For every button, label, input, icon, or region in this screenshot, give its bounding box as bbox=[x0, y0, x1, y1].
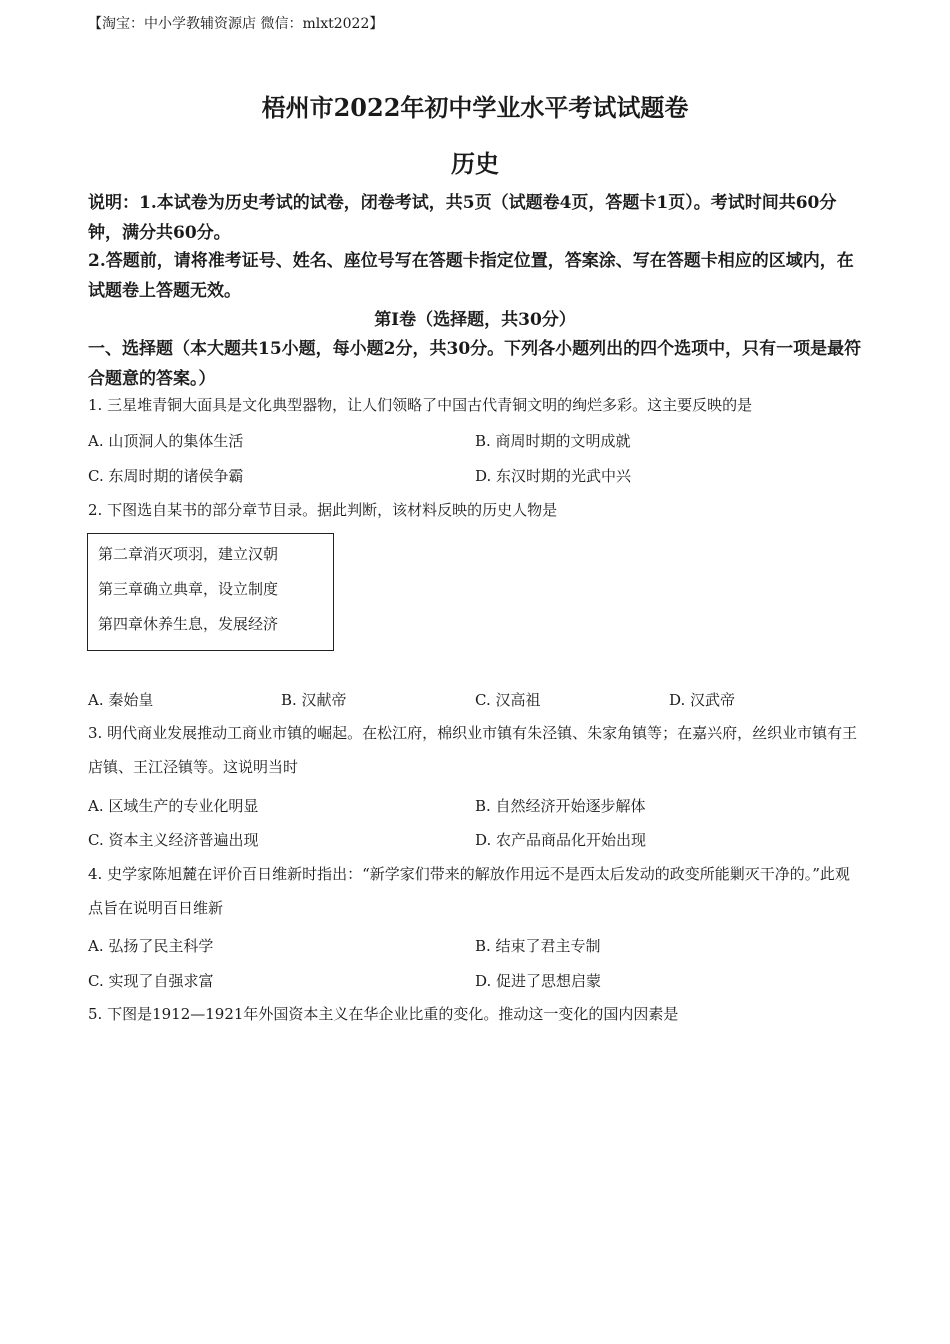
table-of-contents-box bbox=[87, 533, 334, 651]
q1-option-c: C. 东周时期的诸侯争霸 bbox=[88, 467, 244, 485]
instruction-1: 说明：1.本试卷为历史考试的试卷，闭卷考试，共5页（试题卷4页，答题卡1页）。考试时间共60分钟，满分共60分。 bbox=[88, 193, 837, 243]
q3-option-d: D. 农产品商品化开始出现 bbox=[475, 831, 647, 849]
q4-option-a: A. 弘扬了民主科学 bbox=[88, 937, 214, 955]
q3-option-b: B. 自然经济开始逐步解体 bbox=[475, 797, 646, 815]
header-note: 【淘宝：中小学教辅资源店 微信：mlxt2022】 bbox=[88, 16, 384, 32]
q4-option-c: C. 实现了自强求富 bbox=[88, 972, 214, 990]
q3-option-c: C. 资本主义经济普遍出现 bbox=[88, 831, 259, 849]
question-3-stem: 3. 明代商业发展推动工商业市镇的崛起。在松江府，棉织业市镇有朱泾镇、朱家角镇等；在嘉兴府，丝织业市镇有王店镇、王江泾镇等。这说明当时 bbox=[88, 724, 858, 776]
subject-title: 历史 bbox=[451, 149, 499, 178]
question-1-stem: 1. 三星堆青铜大面具是文化典型器物，让人们领略了中国古代青铜文明的绚烂多彩。这主要反映的是 bbox=[88, 396, 753, 414]
q4-option-b: B. 结束了君主专制 bbox=[475, 937, 601, 955]
q2-option-b: B. 汉献帝 bbox=[281, 691, 347, 709]
instruction-2: 2.答题前，请将准考证号、姓名、座位号写在答题卡指定位置，答案涂、写在答题卡相应的区域内，在试题卷上答题无效。 bbox=[88, 251, 854, 301]
question-5-stem: 5. 下图是1912—1921年外国资本主义在华企业比重的变化。推动这一变化的国内因素是 bbox=[88, 1005, 679, 1023]
question-2-stem: 2. 下图选自某书的部分章节目录。据此判断，该材料反映的历史人物是 bbox=[88, 501, 558, 519]
question-4-stem: 4. 史学家陈旭麓在评价百日维新时指出：“新学家们带来的解放作用远不是西太后发动的政变所能剿灭干净的。”此观点旨在说明百日维新 bbox=[88, 865, 850, 917]
q1-option-d: D. 东汉时期的光武中兴 bbox=[475, 467, 632, 485]
q1-option-b: B. 商周时期的文明成就 bbox=[475, 432, 631, 450]
exam-title: 梧州市2022年初中学业水平考试试题卷 bbox=[261, 93, 689, 122]
q2-option-d: D. 汉武帝 bbox=[669, 691, 736, 709]
q4-option-d: D. 促进了思想启蒙 bbox=[475, 972, 602, 990]
q2-option-c: C. 汉高祖 bbox=[475, 691, 541, 709]
toc-line: 第四章休养生息，发展经济 bbox=[98, 615, 279, 633]
toc-line: 第三章确立典章，设立制度 bbox=[98, 580, 279, 598]
q3-option-a: A. 区域生产的专业化明显 bbox=[88, 797, 259, 815]
section-title: 第I卷（选择题，共30分） bbox=[374, 310, 576, 330]
q2-option-a: A. 秦始皇 bbox=[88, 691, 154, 709]
q1-option-a: A. 山顶洞人的集体生活 bbox=[88, 432, 244, 450]
toc-line: 第二章消灭项羽，建立汉朝 bbox=[98, 545, 279, 563]
part-heading: 一、选择题（本大题共15小题，每小题2分，共30分。下列各小题列出的四个选项中，只有一项是最符合题意的答案。） bbox=[88, 339, 862, 389]
